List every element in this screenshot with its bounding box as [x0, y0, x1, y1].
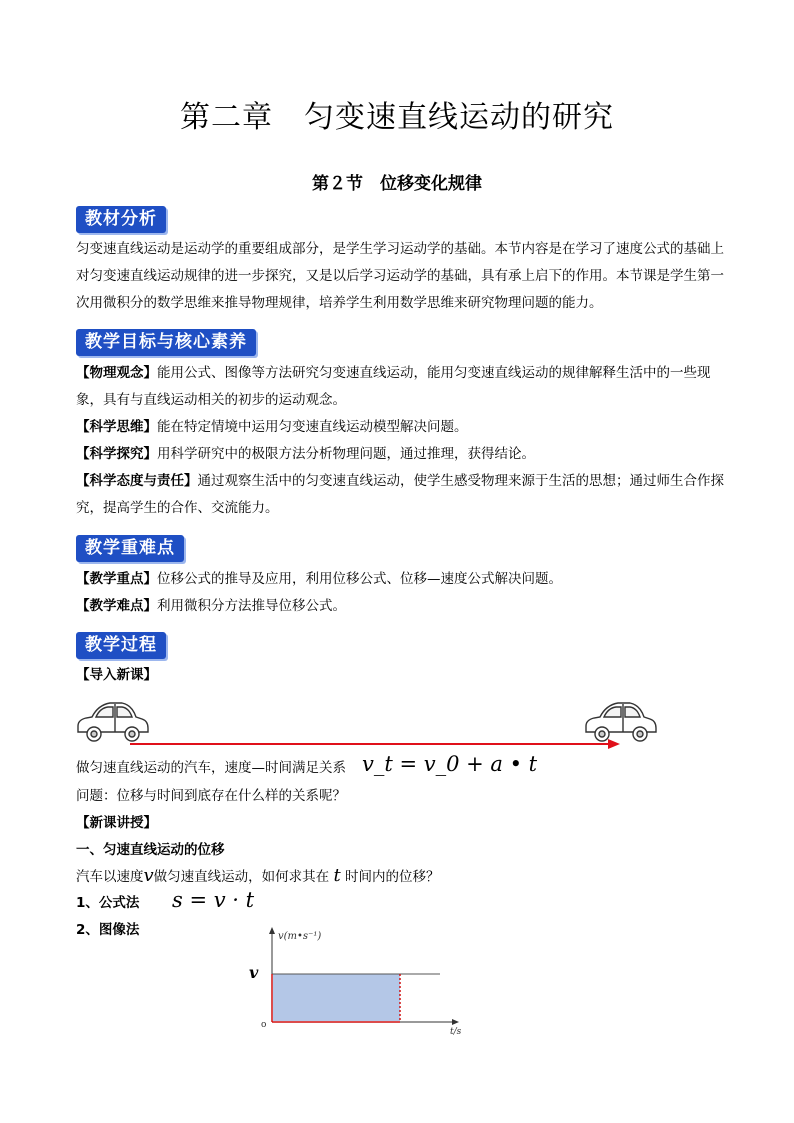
y-axis-label: v(m•s⁻¹)	[278, 931, 322, 942]
goal-physics-concept	[76, 360, 724, 414]
key-label: 【教学重点】	[76, 571, 157, 587]
question-text: 问题：位移与时间到底存在什么样的关系呢？	[76, 788, 346, 804]
goal-text: 用科学研究中的极限方法分析物理问题，通过推理，获得结论。	[157, 446, 535, 462]
goal-label: 【科学态度与责任】	[76, 473, 198, 489]
chapter-title: 第二章 匀变速直线运动的研究	[180, 100, 614, 135]
badge-process: 教学过程	[76, 632, 166, 659]
key-point-difficulty	[76, 593, 724, 620]
analysis-paragraph: 匀变速直线运动是运动学的重要组成部分，是学生学习运动学的基础。本节内容是在学习了速度公式的基础上对匀变速直线运动规律的进一步探究，又是以后学习运动学的基础，具有承上启下的作用。本节课是学生第一次用微积分的数学思维来推导物理规律，培养学生利用数学思维来研究物理问题的能力。	[76, 241, 724, 311]
text-fragment: 汽车以速度	[76, 869, 144, 885]
badge-analysis: 教材分析	[76, 206, 166, 233]
text-fragment: 做匀速直线运动，如何求其在	[153, 869, 330, 885]
motion-arrow-head	[608, 739, 620, 749]
variable-t: t	[333, 865, 341, 886]
goal-label: 【科学探究】	[76, 446, 157, 462]
x-axis-label: t/s	[450, 1027, 462, 1036]
subsection-question	[76, 866, 440, 887]
method-graph-label: 2、图像法	[76, 922, 140, 938]
goal-label: 【科学思维】	[76, 419, 157, 435]
intro-sentence: 做匀速直线运动的汽车，速度—时间满足关系	[76, 760, 346, 776]
displacement-formula: s = v · t	[172, 888, 255, 912]
displacement-area	[273, 974, 400, 1021]
velocity-formula: v_t = v_0 + a • t	[362, 752, 538, 776]
section-title: 第２节 位移变化规律	[312, 174, 482, 194]
x-axis-arrow	[452, 1019, 459, 1025]
goal-text: 能用公式、图像等方法研究匀变速直线运动，能用匀变速直线运动的规律解释生活中的一些现象，具有与直线运动相关的初步的运动观念。	[76, 365, 711, 408]
badge-goals: 教学目标与核心素养	[76, 329, 256, 356]
key-text: 利用微积分方法推导位移公式。	[157, 598, 346, 614]
goal-text: 能在特定情境中运用匀变速直线运动模型解决问题。	[157, 419, 468, 435]
intro-heading: 【导入新课】	[76, 667, 157, 683]
car-motion-illustration	[70, 696, 660, 756]
key-text: 位移公式的推导及应用，利用位移公式、位移—速度公式解决问题。	[157, 571, 562, 587]
car-end-icon	[586, 703, 656, 741]
velocity-time-graph	[245, 924, 485, 1036]
new-lesson-heading: 【新课讲授】	[76, 815, 157, 831]
goal-attitude-responsibility	[76, 468, 724, 522]
subsection-heading: 一、匀速直线运动的位移	[76, 842, 225, 858]
v-level-label: v	[249, 963, 259, 982]
key-point-focus	[76, 566, 724, 593]
method-formula-label: 1、公式法	[76, 895, 140, 911]
variable-v: v	[143, 865, 154, 886]
goal-text: 通过观察生活中的匀变速直线运动，使学生感受物理来源于生活的思想；通过师生合作探究，提高学生的合作、交流能力。	[76, 473, 724, 516]
goal-label: 【物理观念】	[76, 365, 157, 381]
text-fragment: 时间内的位移？	[345, 869, 440, 885]
origin-label: o	[261, 1020, 267, 1030]
goal-scientific-inquiry	[76, 441, 724, 468]
y-axis-arrow	[269, 927, 275, 934]
key-label: 【教学难点】	[76, 598, 157, 614]
car-start-icon	[78, 703, 148, 741]
badge-key-points: 教学重难点	[76, 535, 184, 562]
goal-scientific-thinking	[76, 414, 724, 441]
